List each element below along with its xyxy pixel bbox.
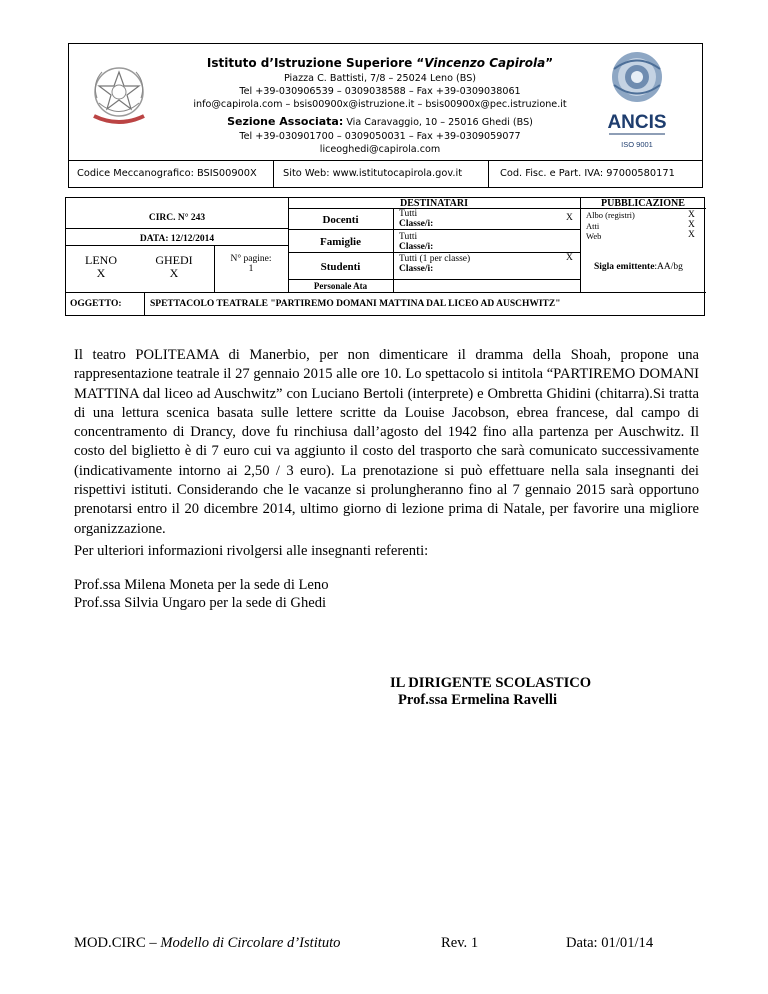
letterhead-codes-row	[68, 160, 703, 188]
codice-fiscale: Cod. Fisc. e Part. IVA: 97000580171	[500, 168, 675, 179]
web-label: Web	[586, 231, 602, 241]
codice-meccanografico: Codice Meccanografico: BSIS00900X	[77, 168, 257, 179]
oggetto-value: SPETTACOLO TEATRALE "PARTIREMO DOMANI MATTINA DAL LICEO AD AUSCHWITZ"	[150, 299, 561, 309]
footer-date: Data: 01/01/14	[566, 935, 654, 951]
ancis-iso-logo-icon	[606, 47, 668, 155]
albo-label: Albo (registri)	[586, 210, 635, 220]
signature-title: IL DIRIGENTE SCOLASTICO	[390, 675, 592, 691]
studenti-classe: Classe/i:	[399, 264, 434, 274]
famiglie-classe: Classe/i:	[399, 242, 434, 252]
docenti-label: Docenti	[322, 214, 359, 226]
ancis-logo-text: ANCIS	[607, 112, 667, 133]
section-phones: Tel +39-030901700 – 0309050031 – Fax +39-0309059077	[239, 131, 521, 142]
website: Sito Web: www.istitutocapirola.gov.it	[283, 168, 463, 179]
section-email: liceoghedi@capirola.com	[319, 144, 441, 155]
pubblicazione-heading: PUBBLICAZIONE	[601, 198, 685, 209]
docenti-mark: X	[566, 213, 573, 223]
personale-ata-label: Personale Ata	[313, 281, 368, 291]
iso-label: ISO 9001	[621, 140, 653, 149]
docenti-classe: Classe/i:	[399, 219, 434, 229]
docenti-tutti: Tutti	[399, 209, 418, 219]
oggetto-label: OGGETTO:	[70, 299, 122, 309]
institute-phones: Tel +39-030906539 – 0309038588 – Fax +39-0309038061	[239, 86, 521, 97]
footer-model: MOD.CIRC – Modello di Circolare d’Istituto	[74, 935, 341, 951]
info-line: Per ulteriori informazioni rivolgersi alle insegnanti referenti:	[74, 543, 429, 559]
letterhead-text	[160, 55, 600, 156]
referente-ghedi: Prof.ssa Silvia Ungaro per la sede di Ghedi	[74, 595, 327, 611]
institute-address: Piazza C. Battisti, 7/8 – 25024 Leno (BS)	[283, 73, 477, 84]
sigla-emittente: Sigla emittente:AA/bg	[594, 262, 683, 272]
famiglie-label: Famiglie	[320, 236, 361, 248]
institute-emails: info@capirola.com – bsis00900x@istruzione.it – bsis00900x@pec.istruzione.it	[193, 99, 567, 110]
albo-mark: X	[688, 210, 695, 220]
sede-ghedi: GHEDI X	[155, 253, 193, 280]
sede-leno: LENO X	[85, 253, 117, 280]
referente-leno: Prof.ssa Milena Moneta per la sede di Leno	[74, 577, 329, 593]
web-mark: X	[688, 230, 695, 240]
destinatari-heading: DESTINATARI	[400, 198, 468, 209]
studenti-label: Studenti	[320, 261, 361, 273]
famiglie-tutti: Tutti	[399, 232, 418, 242]
circular-number: CIRC. N° 243	[148, 213, 206, 223]
atti-label: Atti	[586, 221, 600, 231]
atti-mark: X	[688, 220, 695, 230]
institute-title: Istituto d’Istruzione Superiore “Vincenzo Capirola”	[206, 56, 554, 70]
circular-date: DATA: 12/12/2014	[139, 234, 215, 244]
signature-name: Prof.ssa Ermelina Ravelli	[398, 692, 558, 708]
page-count: N° pagine: 1	[230, 254, 272, 274]
studenti-mark: X	[566, 253, 573, 263]
section-heading: Sezione Associata: Via Caravaggio, 10 – 25016 Ghedi (BS)	[227, 115, 533, 128]
italian-republic-emblem-icon	[84, 58, 154, 130]
circular-info-table	[65, 197, 705, 316]
studenti-tutti: Tutti (1 per classe)	[399, 254, 471, 264]
circular-body-paragraph: Il teatro POLITEAMA di Manerbio, per non dimenticare il dramma della Shoah, propone una rappresentazione teatrale il 27 gennaio 2015 alle ore 10. Lo spettacolo si intitola “PARTIREMO DOMANI MATTINA dal liceo ad Auschwitz” con Luciano Bertoli (interprete) e Ombretta Ghidini (chitarra).Si tratta di una lettura scenica basata sulle lettere scritte da Louise Jacobson, ebrea francese, dal campo di concentramento di Drancy, dove fu rinchiusa dall’agosto del 1942 fino alla partenza per Auschwitz. Il costo del biglietto è di 7 euro cui va aggiunto il costo del trasporto che sarà comunicato successivamente (indicativamente intorno ai 2,50 / 3 euro). La prenotazione si può effettuare nella sala insegnanti dei rispettivi istituti. Considerando che le vacanze si prolungheranno fino al 7 gennaio 2015 sarà opportuno prenotarsi entro il 20 dicembre 2014, ultimo giorno di lezione prima di Natale, per favorire una migliore organizzazione.	[74, 347, 699, 537]
footer-revision: Rev. 1	[441, 935, 479, 951]
